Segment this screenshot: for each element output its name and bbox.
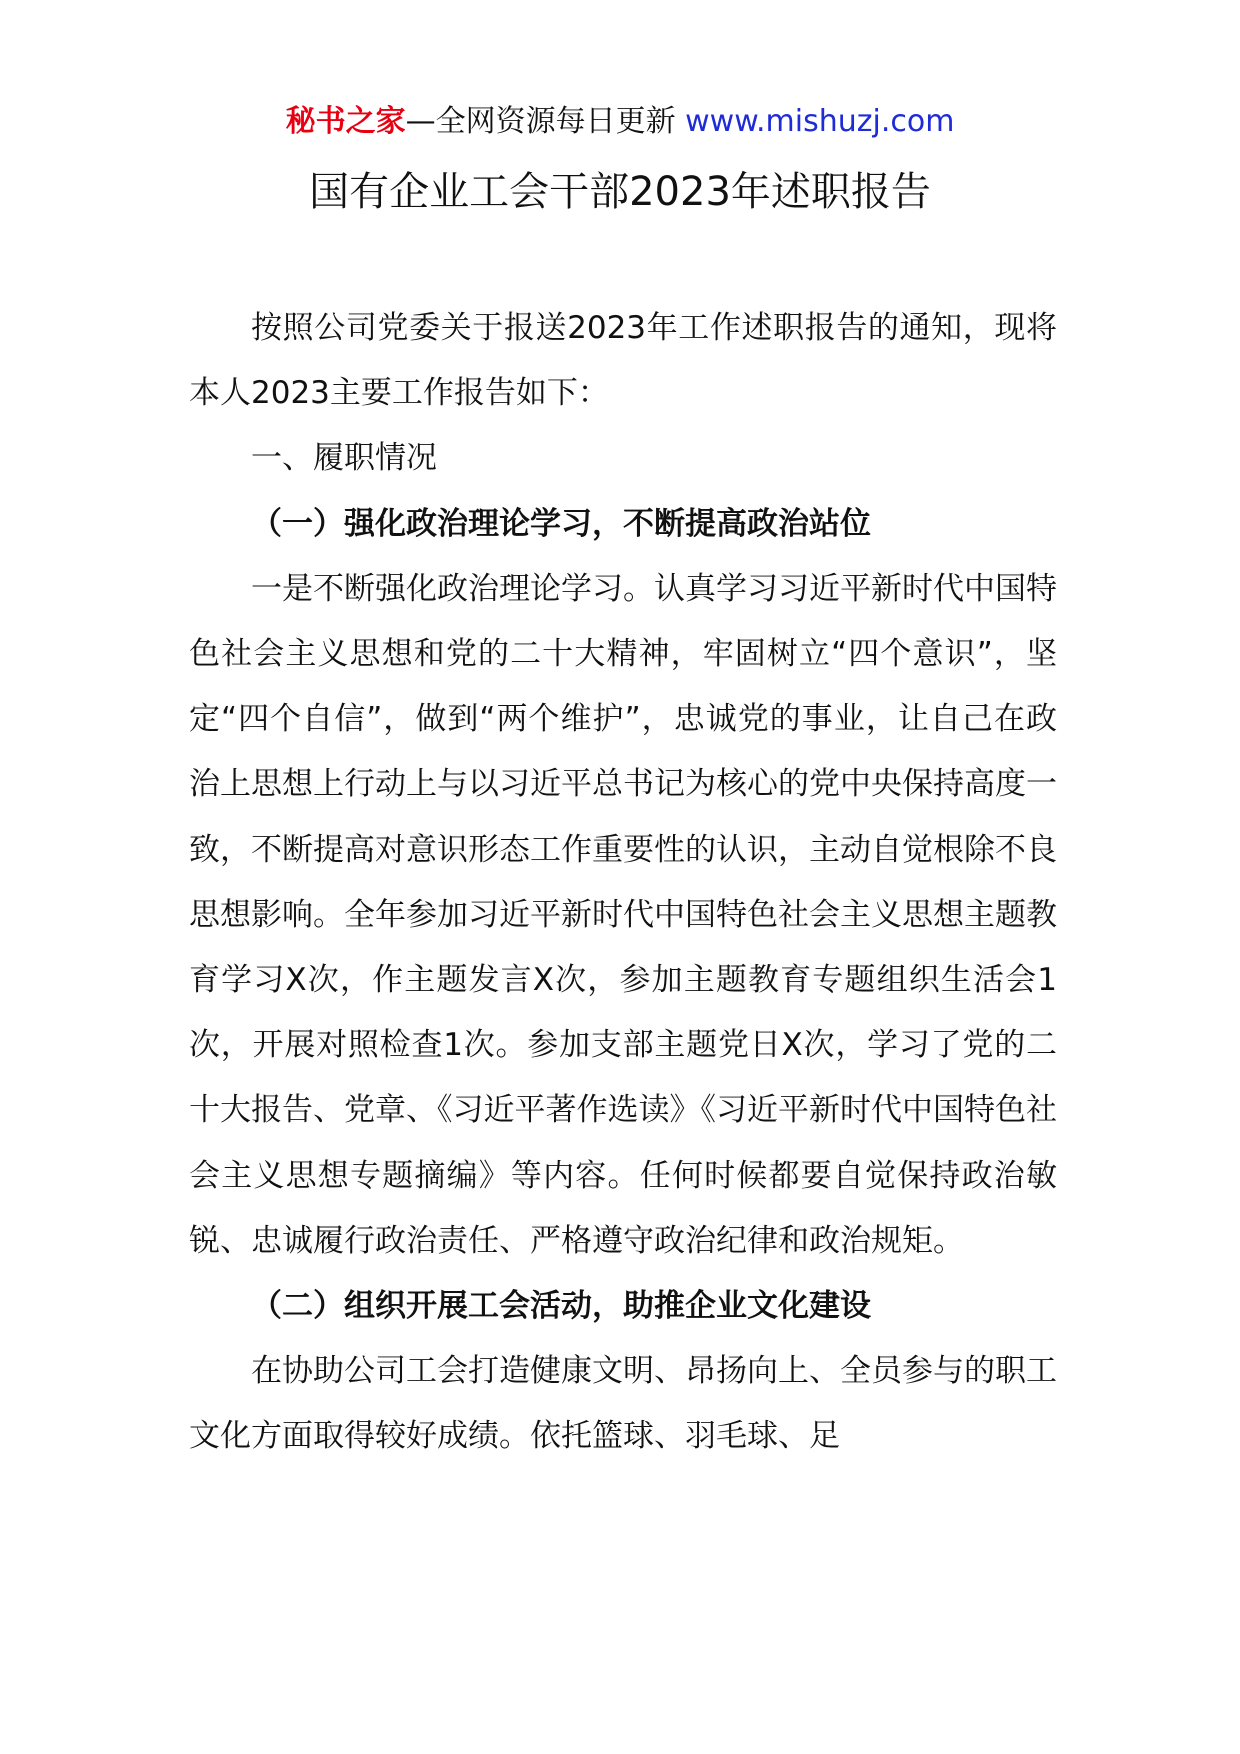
site-url-link[interactable]: www.mishuzj.com (685, 104, 955, 139)
subsection-body-2: 在协助公司工会打造健康文明、昂扬向上、全员参与的职工文化方面取得较好成绩。依托篮球、羽毛球、足 (189, 1353, 1057, 1455)
site-header (0, 100, 1240, 144)
document-title: 国有企业工会干部2023年述职报告 (309, 169, 931, 215)
brand-name: 秘书之家 (285, 104, 406, 139)
document-body (189, 296, 1057, 1470)
section-heading: 一、履职情况 (251, 440, 437, 477)
subsection-heading-2: （二）组织开展工会活动，助推企业文化建设 (251, 1288, 871, 1325)
header-tagline: —全网资源每日更新 (405, 104, 676, 139)
subsection-body-1: 一是不断强化政治理论学习。认真学习习近平新时代中国特色社会主义思想和党的二十大精神，牢固树立“四个意识”，坚定“四个自信”，做到“两个维护”，忠诚党的事业，让自己在政治上思想上行动上与以习近平总书记为核心的党中央保持高度一致，不断提高对意识形态工作重要性的认识，主动自觉根除不良思想影响。全年参加习近平新时代中国特色社会主义思想主题教育学习X次，作主题发言X次，参加主题教育专题组织生活会1次，开展对照检查1次。参加支部主题党日X次，学习了党的二十大报告、党章、《习近平著作选读》《习近平新时代中国特色社会主义思想专题摘编》等内容。任何时候都要自觉保持政治敏锐、忠诚履行政治责任、严格遵守政治纪律和政治规矩。 (189, 570, 1057, 1259)
intro-paragraph: 按照公司党委关于报送2023年工作述职报告的通知，现将本人2023主要工作报告如下： (189, 310, 1057, 412)
subsection-heading-1: （一）强化政治理论学习，不断提高政治站位 (251, 505, 871, 542)
